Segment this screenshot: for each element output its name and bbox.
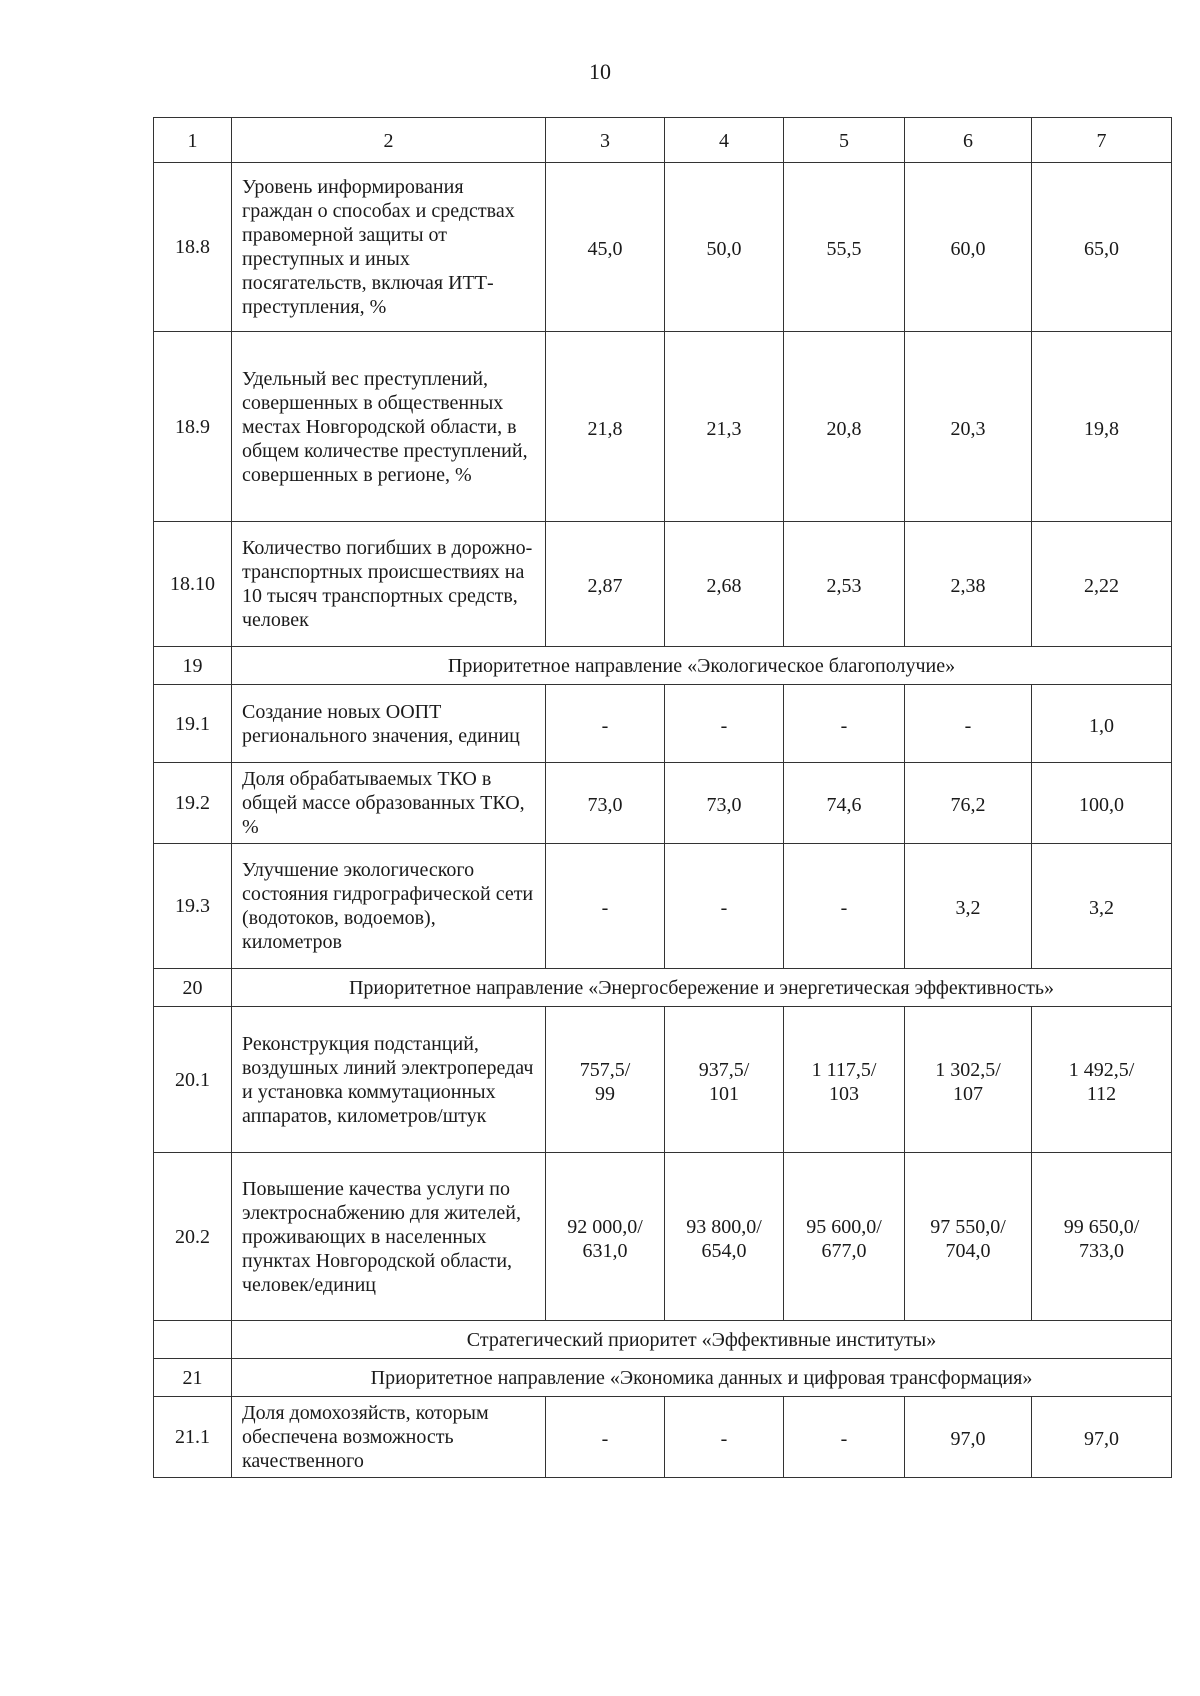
- section-number: 19: [154, 647, 232, 685]
- indicators-table: [153, 117, 1172, 1478]
- value-line-bottom: 677,0: [821, 1239, 867, 1262]
- section-number: 21: [154, 1359, 232, 1397]
- indicator-value: 3,2: [905, 844, 1032, 969]
- indicator-value: 1,0: [1032, 685, 1172, 763]
- indicator-row: [154, 1397, 1172, 1478]
- section-title: Приоритетное направление «Энергосбережение и энергетическая эффективность»: [232, 969, 1172, 1007]
- indicator-value: [665, 1153, 784, 1321]
- indicator-value: [784, 1007, 905, 1153]
- section-title: Приоритетное направление «Экономика данных и цифровая трансформация»: [232, 1359, 1172, 1397]
- column-number: 4: [665, 118, 784, 163]
- indicator-value: -: [546, 685, 665, 763]
- indicator-value: -: [665, 685, 784, 763]
- indicator-value: 19,8: [1032, 332, 1172, 522]
- indicator-value: 45,0: [546, 163, 665, 332]
- value-line-top: 937,5/: [698, 1058, 750, 1081]
- indicator-value: [1032, 1153, 1172, 1321]
- column-number-row: [154, 118, 1172, 163]
- indicator-value: [665, 1007, 784, 1153]
- indicator-number: 18.8: [154, 163, 232, 332]
- indicator-row: [154, 844, 1172, 969]
- indicator-value: 50,0: [665, 163, 784, 332]
- indicator-row: [154, 763, 1172, 844]
- value-line-bottom: 704,0: [945, 1239, 991, 1262]
- indicator-value: -: [665, 844, 784, 969]
- indicator-description: Уровень информирования граждан о способах и средствах правомерной защиты от преступных и иных посягательств, включая ИТТ-преступления, %: [232, 163, 546, 332]
- indicator-description: Создание новых ООПТ регионального значения, единиц: [232, 685, 546, 763]
- indicator-value: -: [665, 1397, 784, 1478]
- value-line-top: 97 550,0/: [930, 1215, 1006, 1238]
- value-line-bottom: 101: [709, 1082, 739, 1105]
- indicator-row: [154, 1153, 1172, 1321]
- value-line-top: 757,5/: [579, 1058, 631, 1081]
- indicator-value: 2,22: [1032, 522, 1172, 647]
- indicator-value: 74,6: [784, 763, 905, 844]
- indicator-row: [154, 522, 1172, 647]
- indicator-value: 2,87: [546, 522, 665, 647]
- indicator-value: 21,3: [665, 332, 784, 522]
- section-title: Приоритетное направление «Экологическое благополучие»: [232, 647, 1172, 685]
- section-row: [154, 969, 1172, 1007]
- indicator-value: 2,38: [905, 522, 1032, 647]
- indicator-description: Реконструкция подстанций, воздушных линий электропередач и установка коммутационных аппаратов, километров/штук: [232, 1007, 546, 1153]
- section-row: [154, 647, 1172, 685]
- value-line-bottom: 99: [595, 1082, 615, 1105]
- indicator-value: [1032, 1007, 1172, 1153]
- section-number: 20: [154, 969, 232, 1007]
- indicator-value: 76,2: [905, 763, 1032, 844]
- indicator-number: 19.2: [154, 763, 232, 844]
- indicator-number: 19.1: [154, 685, 232, 763]
- value-line-top: 1 302,5/: [935, 1058, 1001, 1081]
- indicator-value: [905, 1153, 1032, 1321]
- indicator-value: 2,68: [665, 522, 784, 647]
- indicator-value: [546, 1153, 665, 1321]
- indicator-number: 21.1: [154, 1397, 232, 1478]
- value-line-bottom: 631,0: [582, 1239, 628, 1262]
- value-line-bottom: 733,0: [1079, 1239, 1124, 1262]
- indicator-value: -: [546, 1397, 665, 1478]
- value-line-bottom: 654,0: [701, 1239, 747, 1262]
- column-number: 2: [232, 118, 546, 163]
- indicator-number: 20.1: [154, 1007, 232, 1153]
- indicator-description: Повышение качества услуги по электроснабжению для жителей, проживающих в населенных пунктах Новгородской области, человек/единиц: [232, 1153, 546, 1321]
- indicator-value: 73,0: [546, 763, 665, 844]
- indicator-description: Количество погибших в дорожно-транспортных происшествиях на 10 тысяч транспортных средств, человек: [232, 522, 546, 647]
- indicator-number: 18.9: [154, 332, 232, 522]
- section-title: Стратегический приоритет «Эффективные институты»: [232, 1321, 1172, 1359]
- indicator-value: 73,0: [665, 763, 784, 844]
- indicator-value: 20,3: [905, 332, 1032, 522]
- value-line-top: 95 600,0/: [806, 1215, 882, 1238]
- indicator-value: -: [784, 685, 905, 763]
- indicator-value: 97,0: [1032, 1397, 1172, 1478]
- value-line-bottom: 103: [829, 1082, 859, 1105]
- indicator-value: [546, 1007, 665, 1153]
- indicator-value: -: [546, 844, 665, 969]
- column-number: 1: [154, 118, 232, 163]
- value-line-top: 1 492,5/: [1068, 1058, 1135, 1081]
- indicator-row: [154, 163, 1172, 332]
- indicator-value: -: [784, 1397, 905, 1478]
- indicator-value: 21,8: [546, 332, 665, 522]
- indicator-value: 55,5: [784, 163, 905, 332]
- page-number: 10: [589, 59, 611, 84]
- indicator-row: [154, 1007, 1172, 1153]
- indicator-value: 60,0: [905, 163, 1032, 332]
- indicator-value: -: [905, 685, 1032, 763]
- indicator-description: Доля обрабатываемых ТКО в общей массе образованных ТКО, %: [232, 763, 546, 844]
- indicator-description: Улучшение экологического состояния гидрографической сети (водотоков, водоемов), километров: [232, 844, 546, 969]
- indicator-value: 20,8: [784, 332, 905, 522]
- indicator-number: 20.2: [154, 1153, 232, 1321]
- section-row: [154, 1321, 1172, 1359]
- value-line-bottom: 112: [1086, 1082, 1117, 1105]
- indicator-description: Доля домохозяйств, которым обеспечена возможность качественного: [232, 1397, 546, 1478]
- indicator-value: [905, 1007, 1032, 1153]
- value-line-bottom: 107: [953, 1082, 983, 1105]
- indicator-description: Удельный вес преступлений, совершенных в общественных местах Новгородской области, в общем количестве преступлений, совершенных в регионе, %: [232, 332, 546, 522]
- indicator-row: [154, 332, 1172, 522]
- indicator-value: 100,0: [1032, 763, 1172, 844]
- indicator-value: 65,0: [1032, 163, 1172, 332]
- column-number: 3: [546, 118, 665, 163]
- value-line-top: 93 800,0/: [686, 1215, 762, 1238]
- indicator-value: -: [784, 844, 905, 969]
- indicator-value: 2,53: [784, 522, 905, 647]
- column-number: 7: [1032, 118, 1172, 163]
- indicator-number: 19.3: [154, 844, 232, 969]
- column-number: 5: [784, 118, 905, 163]
- indicator-number: 18.10: [154, 522, 232, 647]
- column-number: 6: [905, 118, 1032, 163]
- value-line-top: 92 000,0/: [567, 1215, 643, 1238]
- indicator-row: [154, 685, 1172, 763]
- section-row: [154, 1359, 1172, 1397]
- table-body: [154, 118, 1172, 1478]
- indicator-value: 3,2: [1032, 844, 1172, 969]
- indicator-value: 97,0: [905, 1397, 1032, 1478]
- value-line-top: 1 117,5/: [811, 1058, 877, 1081]
- section-number: [154, 1321, 232, 1359]
- indicator-value: [784, 1153, 905, 1321]
- value-line-top: 99 650,0/: [1063, 1215, 1140, 1238]
